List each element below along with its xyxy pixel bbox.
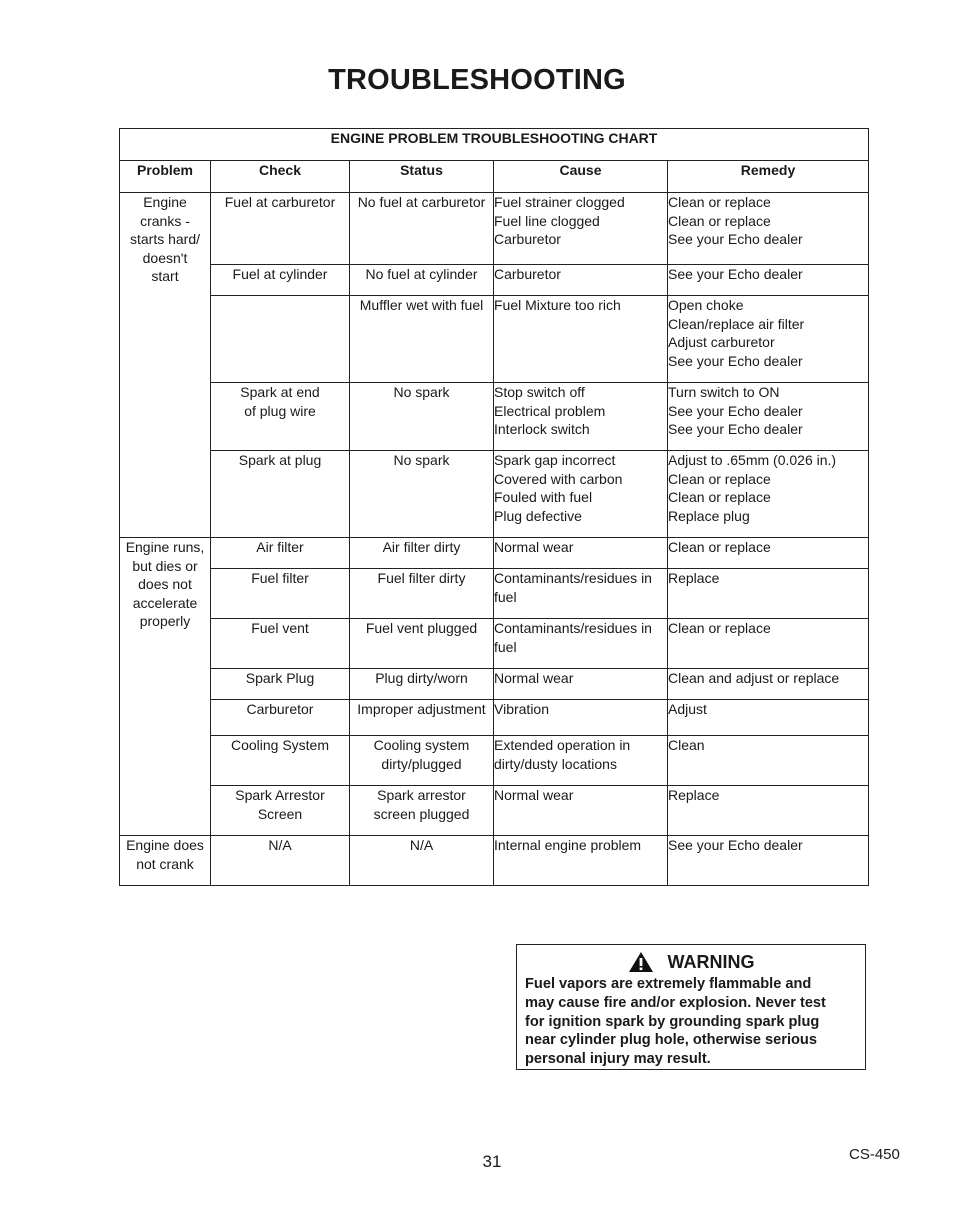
cell-line: Adjust to .65mm (0.026 in.) <box>668 452 837 468</box>
cell-line: Clean or replace <box>668 194 771 210</box>
table-row <box>120 700 869 736</box>
header-problem: Problem <box>120 161 211 193</box>
cell-line: See your Echo dealer <box>668 837 803 853</box>
problem-cell <box>120 193 211 538</box>
status-cell <box>350 669 494 700</box>
cell-line: No spark <box>393 452 450 468</box>
cell-line: but dies or <box>132 557 198 574</box>
table-row <box>120 538 869 569</box>
table-row <box>120 786 869 836</box>
header-remedy: Remedy <box>668 161 869 193</box>
cell-line: See your Echo dealer <box>668 402 803 419</box>
cell-line: Clean or replace <box>668 470 771 487</box>
problem-cell <box>120 538 211 836</box>
cell-line: Carburetor <box>494 231 561 247</box>
problem-cell <box>120 836 211 886</box>
remedy-cell <box>668 296 869 383</box>
table-row <box>120 569 869 619</box>
cell-line: fuel <box>494 638 517 655</box>
cell-line: Covered with carbon <box>494 470 623 487</box>
cell-line: Engine runs, <box>125 539 205 555</box>
warning-header <box>517 951 865 973</box>
cell-line: No spark <box>393 384 450 400</box>
remedy-cell <box>668 383 869 451</box>
check-cell <box>211 193 350 265</box>
cell-line: Replace <box>668 787 720 803</box>
cell-line: start <box>151 268 179 284</box>
cell-line: not crank <box>136 855 194 872</box>
table-row <box>120 383 869 451</box>
cell-line: Improper adjustment <box>357 701 486 717</box>
cause-cell <box>494 569 668 619</box>
table-row <box>120 669 869 700</box>
page-number: 31 <box>482 1152 502 1171</box>
cell-line: Cooling system <box>373 737 470 753</box>
table-row <box>120 296 869 383</box>
status-cell <box>350 451 494 538</box>
chart-caption: ENGINE PROBLEM TROUBLESHOOTING CHART <box>120 129 869 161</box>
check-cell <box>211 265 350 296</box>
cell-line: Air filter dirty <box>382 539 461 555</box>
remedy-cell <box>668 669 869 700</box>
warning-title: WARNING <box>667 951 755 972</box>
cell-line: See your Echo dealer <box>668 421 803 437</box>
cell-line: Electrical problem <box>494 402 606 419</box>
cell-line: Clean/replace air filter <box>668 315 805 332</box>
cell-line: Air filter <box>256 539 304 555</box>
status-cell <box>350 193 494 265</box>
cell-line: Clean or replace <box>668 620 771 636</box>
check-cell <box>211 836 350 886</box>
warning-box <box>516 944 866 1070</box>
cell-line: Plug defective <box>494 507 582 524</box>
status-cell <box>350 569 494 619</box>
cell-line: Fuel vent <box>251 620 309 636</box>
remedy-cell <box>668 786 869 836</box>
check-cell <box>211 538 350 569</box>
check-cell <box>211 669 350 700</box>
cell-line: screen plugged <box>373 805 470 822</box>
cause-cell <box>494 193 668 265</box>
warning-triangle-icon <box>628 951 654 973</box>
cell-line: Spark at plug <box>238 452 322 468</box>
cell-line: Stop switch off <box>494 384 585 400</box>
cell-line: N/A <box>409 837 434 853</box>
remedy-cell <box>668 700 869 736</box>
cell-line: Spark gap incorrect <box>494 452 616 468</box>
cell-line: No fuel at carburetor <box>357 194 486 210</box>
cell-line: Fuel at cylinder <box>232 266 328 282</box>
cell-line: Fouled with fuel <box>494 489 593 505</box>
cell-line: Clean <box>668 737 705 753</box>
cell-line: Vibration <box>494 701 550 717</box>
cell-line: Spark arrestor <box>377 787 466 803</box>
warning-line: near cylinder plug hole, otherwise serious <box>525 1032 817 1049</box>
cell-line: cranks - <box>140 212 190 229</box>
cause-cell <box>494 451 668 538</box>
status-cell <box>350 700 494 736</box>
warning-line: may cause fire and/or explosion. Never test <box>525 994 826 1011</box>
status-cell <box>350 736 494 786</box>
cell-line: Carburetor <box>246 701 314 717</box>
cell-line: Replace <box>668 570 720 586</box>
cell-line: Plug dirty/worn <box>375 670 468 686</box>
header-cause: Cause <box>494 161 668 193</box>
cell-line: Muffler wet with fuel <box>359 297 484 313</box>
table-row <box>120 193 869 265</box>
status-cell <box>350 786 494 836</box>
cell-line: No fuel at cylinder <box>365 266 478 282</box>
cell-line: Fuel line clogged <box>494 212 600 229</box>
cell-line: dirty/dusty locations <box>494 755 617 772</box>
cell-line: Fuel Mixture too rich <box>494 297 621 313</box>
cause-cell <box>494 669 668 700</box>
cell-line: Engine does <box>126 837 204 853</box>
cell-line: Internal engine problem <box>494 837 642 853</box>
cell-line: Clean or replace <box>668 212 771 229</box>
cause-cell <box>494 383 668 451</box>
cause-cell <box>494 736 668 786</box>
cell-line: starts hard/ <box>129 231 201 247</box>
check-cell <box>211 786 350 836</box>
cell-line: properly <box>139 613 191 629</box>
check-cell <box>211 296 350 383</box>
check-cell <box>211 451 350 538</box>
table-row <box>120 619 869 669</box>
status-cell <box>350 383 494 451</box>
cell-line: N/A <box>268 837 292 853</box>
table-row <box>120 451 869 538</box>
cause-cell <box>494 265 668 296</box>
check-cell <box>211 383 350 451</box>
warning-text <box>525 975 857 1069</box>
status-cell <box>350 836 494 886</box>
cell-line: Contaminants/residues in <box>494 620 652 636</box>
remedy-cell <box>668 265 869 296</box>
status-cell <box>350 538 494 569</box>
cause-cell <box>494 836 668 886</box>
cell-line: Engine <box>143 194 187 210</box>
warning-line: for ignition spark by grounding spark plug <box>525 1013 820 1030</box>
cell-line: dirty/plugged <box>381 755 462 772</box>
remedy-cell <box>668 836 869 886</box>
remedy-cell <box>668 193 869 265</box>
cell-line: Clean or replace <box>668 489 771 505</box>
cell-line: Normal wear <box>494 787 574 803</box>
cell-line: Carburetor <box>494 266 561 282</box>
remedy-cell <box>668 736 869 786</box>
cause-cell <box>494 538 668 569</box>
model-code: CS-450 <box>849 1146 900 1163</box>
remedy-cell <box>668 569 869 619</box>
cell-line: Spark Plug <box>245 670 315 686</box>
cell-line: Clean or replace <box>668 539 771 555</box>
header-status: Status <box>350 161 494 193</box>
cell-line: Normal wear <box>494 670 574 686</box>
status-cell <box>350 296 494 383</box>
check-cell <box>211 619 350 669</box>
troubleshooting-chart <box>119 128 869 886</box>
table-row <box>120 736 869 786</box>
cell-line: Normal wear <box>494 539 574 555</box>
cell-line: fuel <box>494 588 517 605</box>
cell-line: See your Echo dealer <box>668 266 803 282</box>
remedy-cell <box>668 451 869 538</box>
status-cell <box>350 265 494 296</box>
cell-line: See your Echo dealer <box>668 231 803 247</box>
cell-line: of plug wire <box>244 402 316 419</box>
cause-cell <box>494 700 668 736</box>
cell-line: Cooling System <box>230 737 330 753</box>
check-cell <box>211 736 350 786</box>
cell-line: Fuel vent plugged <box>365 620 478 636</box>
page-title: TROUBLESHOOTING <box>328 64 626 96</box>
cell-line: Open choke <box>668 297 744 313</box>
cell-line: Spark at end <box>240 384 320 400</box>
cell-line: accelerate <box>132 594 198 611</box>
cell-line: does not <box>138 576 192 592</box>
warning-line: Fuel vapors are extremely flammable and <box>525 976 812 992</box>
cell-line: Adjust carburetor <box>668 334 775 350</box>
cell-line: Interlock switch <box>494 421 590 437</box>
cell-line: Replace plug <box>668 507 750 524</box>
cell-line: Clean and adjust or replace <box>668 670 840 686</box>
cell-line: doesn't <box>142 249 188 266</box>
cell-line: Extended operation in <box>494 737 631 753</box>
cell-line: Fuel strainer clogged <box>494 194 625 210</box>
cell-line: Fuel at carburetor <box>224 194 336 210</box>
check-cell <box>211 700 350 736</box>
remedy-cell <box>668 619 869 669</box>
cell-line: Contaminants/residues in <box>494 570 652 586</box>
remedy-cell <box>668 538 869 569</box>
chart-body <box>120 193 869 886</box>
cell-line: Turn switch to ON <box>668 384 780 400</box>
cell-line: Screen <box>257 805 303 822</box>
header-check: Check <box>211 161 350 193</box>
cell-line: Adjust <box>668 701 707 717</box>
cause-cell <box>494 786 668 836</box>
cell-line: Fuel filter dirty <box>377 570 466 586</box>
cell-line: Fuel filter <box>251 570 309 586</box>
warning-line: personal injury may result. <box>525 1051 711 1068</box>
cell-line: Spark Arrestor <box>235 787 325 803</box>
check-cell <box>211 569 350 619</box>
cause-cell <box>494 296 668 383</box>
table-row <box>120 265 869 296</box>
cell-line: See your Echo dealer <box>668 352 803 369</box>
table-row <box>120 836 869 886</box>
cause-cell <box>494 619 668 669</box>
status-cell <box>350 619 494 669</box>
